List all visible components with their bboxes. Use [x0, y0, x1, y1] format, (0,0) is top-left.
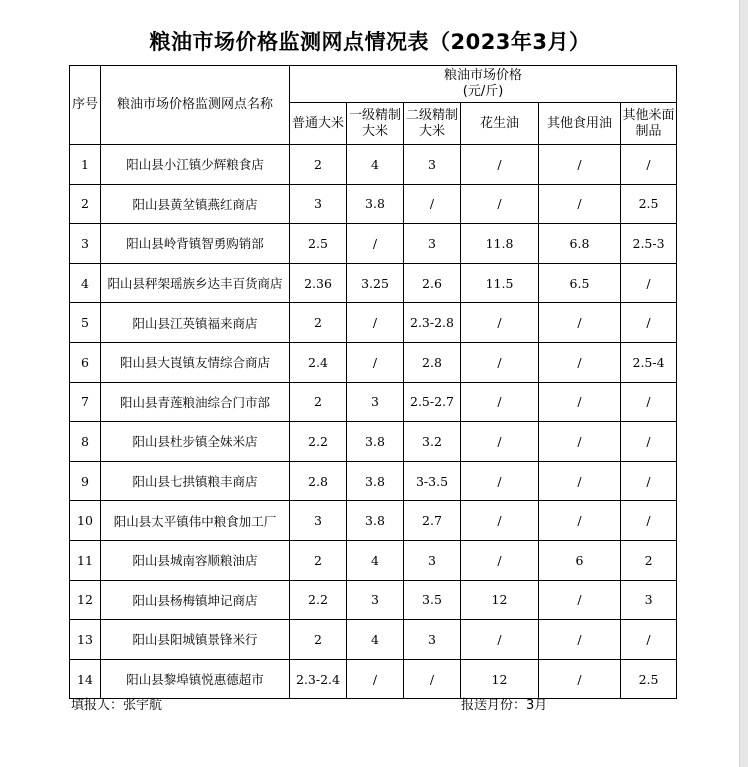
table-row	[70, 303, 677, 343]
row-price-cell: /	[539, 620, 621, 660]
row-store-name: 阳山县秤架瑶族乡达丰百货商店	[101, 263, 290, 303]
row-price-cell: /	[539, 382, 621, 422]
header-price-group	[290, 66, 677, 103]
row-price-cell: /	[621, 263, 677, 303]
row-price-cell: /	[621, 620, 677, 660]
row-index: 5	[70, 303, 101, 343]
header-name: 粮油市场价格监测网点名称	[101, 66, 290, 145]
table-row	[70, 540, 677, 580]
row-price-cell: 3.8	[347, 461, 404, 501]
row-price-cell: 2.8	[404, 342, 461, 382]
row-index: 7	[70, 382, 101, 422]
row-price-cell: 2.2	[290, 422, 347, 462]
scrollbar[interactable]	[739, 0, 748, 767]
row-price-cell: /	[539, 659, 621, 699]
header-col-grade1-rice: 一级精制大米	[347, 103, 404, 145]
row-price-cell: 2.6	[404, 263, 461, 303]
table-row	[70, 461, 677, 501]
row-price-cell: /	[621, 422, 677, 462]
row-price-cell: 3	[621, 580, 677, 620]
row-price-cell: 2	[290, 303, 347, 343]
table-row	[70, 224, 677, 264]
table-row	[70, 342, 677, 382]
row-price-cell: 12	[461, 580, 539, 620]
row-price-cell: 3	[290, 184, 347, 224]
row-index: 12	[70, 580, 101, 620]
row-index: 6	[70, 342, 101, 382]
table-row	[70, 184, 677, 224]
row-store-name: 阳山县黄坌镇燕红商店	[101, 184, 290, 224]
row-price-cell: /	[461, 145, 539, 185]
row-price-cell: 3	[404, 224, 461, 264]
row-price-cell: 2	[621, 540, 677, 580]
row-price-cell: 4	[347, 145, 404, 185]
row-index: 11	[70, 540, 101, 580]
row-price-cell: /	[621, 501, 677, 541]
row-price-cell: /	[539, 501, 621, 541]
row-price-cell: 3	[290, 501, 347, 541]
row-price-cell: /	[347, 224, 404, 264]
row-index: 2	[70, 184, 101, 224]
row-price-cell: /	[621, 382, 677, 422]
row-store-name: 阳山县大崀镇友情综合商店	[101, 342, 290, 382]
row-store-name: 阳山县青莲粮油综合门市部	[101, 382, 290, 422]
row-price-cell: 3	[404, 540, 461, 580]
row-price-cell: 2.36	[290, 263, 347, 303]
row-price-cell: /	[461, 540, 539, 580]
row-price-cell: /	[347, 659, 404, 699]
row-price-cell: 2.3-2.4	[290, 659, 347, 699]
row-price-cell: 3	[404, 620, 461, 660]
row-price-cell: /	[461, 501, 539, 541]
row-price-cell: /	[621, 303, 677, 343]
row-store-name: 阳山县七拱镇粮丰商店	[101, 461, 290, 501]
header-col-other-oil: 其他食用油	[539, 103, 621, 145]
row-price-cell: 2.2	[290, 580, 347, 620]
table-row	[70, 422, 677, 462]
row-price-cell: /	[404, 184, 461, 224]
row-price-cell: 3.8	[347, 184, 404, 224]
row-index: 8	[70, 422, 101, 462]
header-col-peanut-oil: 花生油	[461, 103, 539, 145]
row-index: 1	[70, 145, 101, 185]
row-price-cell: 3.5	[404, 580, 461, 620]
row-price-cell: 2.5-2.7	[404, 382, 461, 422]
row-price-cell: /	[621, 145, 677, 185]
row-price-cell: /	[461, 184, 539, 224]
row-price-cell: 2.4	[290, 342, 347, 382]
row-store-name: 阳山县岭背镇智勇购销部	[101, 224, 290, 264]
row-price-cell: 3-3.5	[404, 461, 461, 501]
row-price-cell: 2.5-3	[621, 224, 677, 264]
header-price-unit: (元/斤)	[462, 84, 504, 99]
row-store-name: 阳山县江英镇福来商店	[101, 303, 290, 343]
row-price-cell: /	[461, 620, 539, 660]
row-price-cell: 2	[290, 382, 347, 422]
row-index: 4	[70, 263, 101, 303]
row-index: 10	[70, 501, 101, 541]
row-price-cell: /	[461, 342, 539, 382]
header-index: 序号	[70, 66, 101, 145]
row-price-cell: /	[539, 303, 621, 343]
row-price-cell: /	[461, 382, 539, 422]
header-col-regular-rice: 普通大米	[290, 103, 347, 145]
row-price-cell: /	[347, 342, 404, 382]
row-price-cell: 2.8	[290, 461, 347, 501]
header-price-label: 粮油市场价格	[444, 68, 523, 83]
row-price-cell: 2.5-4	[621, 342, 677, 382]
row-price-cell: 2	[290, 620, 347, 660]
row-store-name: 阳山县太平镇伟中粮食加工厂	[101, 501, 290, 541]
row-price-cell: 2	[290, 145, 347, 185]
row-price-cell: /	[621, 461, 677, 501]
row-price-cell: /	[347, 303, 404, 343]
row-store-name: 阳山县黎埠镇悦惠德超市	[101, 659, 290, 699]
row-price-cell: /	[539, 422, 621, 462]
row-price-cell: 11.5	[461, 263, 539, 303]
row-index: 3	[70, 224, 101, 264]
row-price-cell: 4	[347, 620, 404, 660]
row-price-cell: 2.5	[290, 224, 347, 264]
row-price-cell: 11.8	[461, 224, 539, 264]
row-price-cell: 4	[347, 540, 404, 580]
row-price-cell: /	[461, 303, 539, 343]
row-price-cell: 3.8	[347, 501, 404, 541]
row-price-cell: /	[404, 659, 461, 699]
table-row	[70, 263, 677, 303]
row-price-cell: 3.8	[347, 422, 404, 462]
table-row	[70, 620, 677, 660]
row-price-cell: 2.5	[621, 659, 677, 699]
table-row	[70, 382, 677, 422]
table-row	[70, 659, 677, 699]
row-price-cell: /	[539, 342, 621, 382]
row-store-name: 阳山县城南容顺粮油店	[101, 540, 290, 580]
row-index: 14	[70, 659, 101, 699]
row-price-cell: /	[539, 580, 621, 620]
table-row	[70, 145, 677, 185]
row-price-cell: 6.5	[539, 263, 621, 303]
row-price-cell: 6.8	[539, 224, 621, 264]
row-price-cell: /	[539, 461, 621, 501]
row-store-name: 阳山县阳城镇景锋米行	[101, 620, 290, 660]
row-store-name: 阳山县杨梅镇坤记商店	[101, 580, 290, 620]
table-row	[70, 501, 677, 541]
page-title: 粮油市场价格监测网点情况表（2023年3月）	[149, 30, 591, 54]
row-price-cell: 3	[404, 145, 461, 185]
row-index: 9	[70, 461, 101, 501]
row-price-cell: 3.25	[347, 263, 404, 303]
row-price-cell: /	[461, 461, 539, 501]
footer-month: 报送月份：3月	[461, 698, 548, 713]
row-price-cell: 12	[461, 659, 539, 699]
row-price-cell: 3	[347, 382, 404, 422]
header-col-other-products: 其他米面制品	[621, 103, 677, 145]
row-store-name: 阳山县小江镇少辉粮食店	[101, 145, 290, 185]
row-price-cell: /	[539, 145, 621, 185]
row-price-cell: 3.2	[404, 422, 461, 462]
header-col-grade2-rice: 二级精制大米	[404, 103, 461, 145]
row-price-cell: 2	[290, 540, 347, 580]
price-table	[69, 65, 677, 699]
table-row	[70, 580, 677, 620]
row-price-cell: /	[539, 184, 621, 224]
row-price-cell: /	[461, 422, 539, 462]
row-price-cell: 2.5	[621, 184, 677, 224]
footer-reporter: 填报人：张宇航	[71, 698, 163, 713]
row-price-cell: 6	[539, 540, 621, 580]
row-store-name: 阳山县杜步镇全妹米店	[101, 422, 290, 462]
row-price-cell: 2.3-2.8	[404, 303, 461, 343]
row-index: 13	[70, 620, 101, 660]
row-price-cell: 3	[347, 580, 404, 620]
row-price-cell: 2.7	[404, 501, 461, 541]
